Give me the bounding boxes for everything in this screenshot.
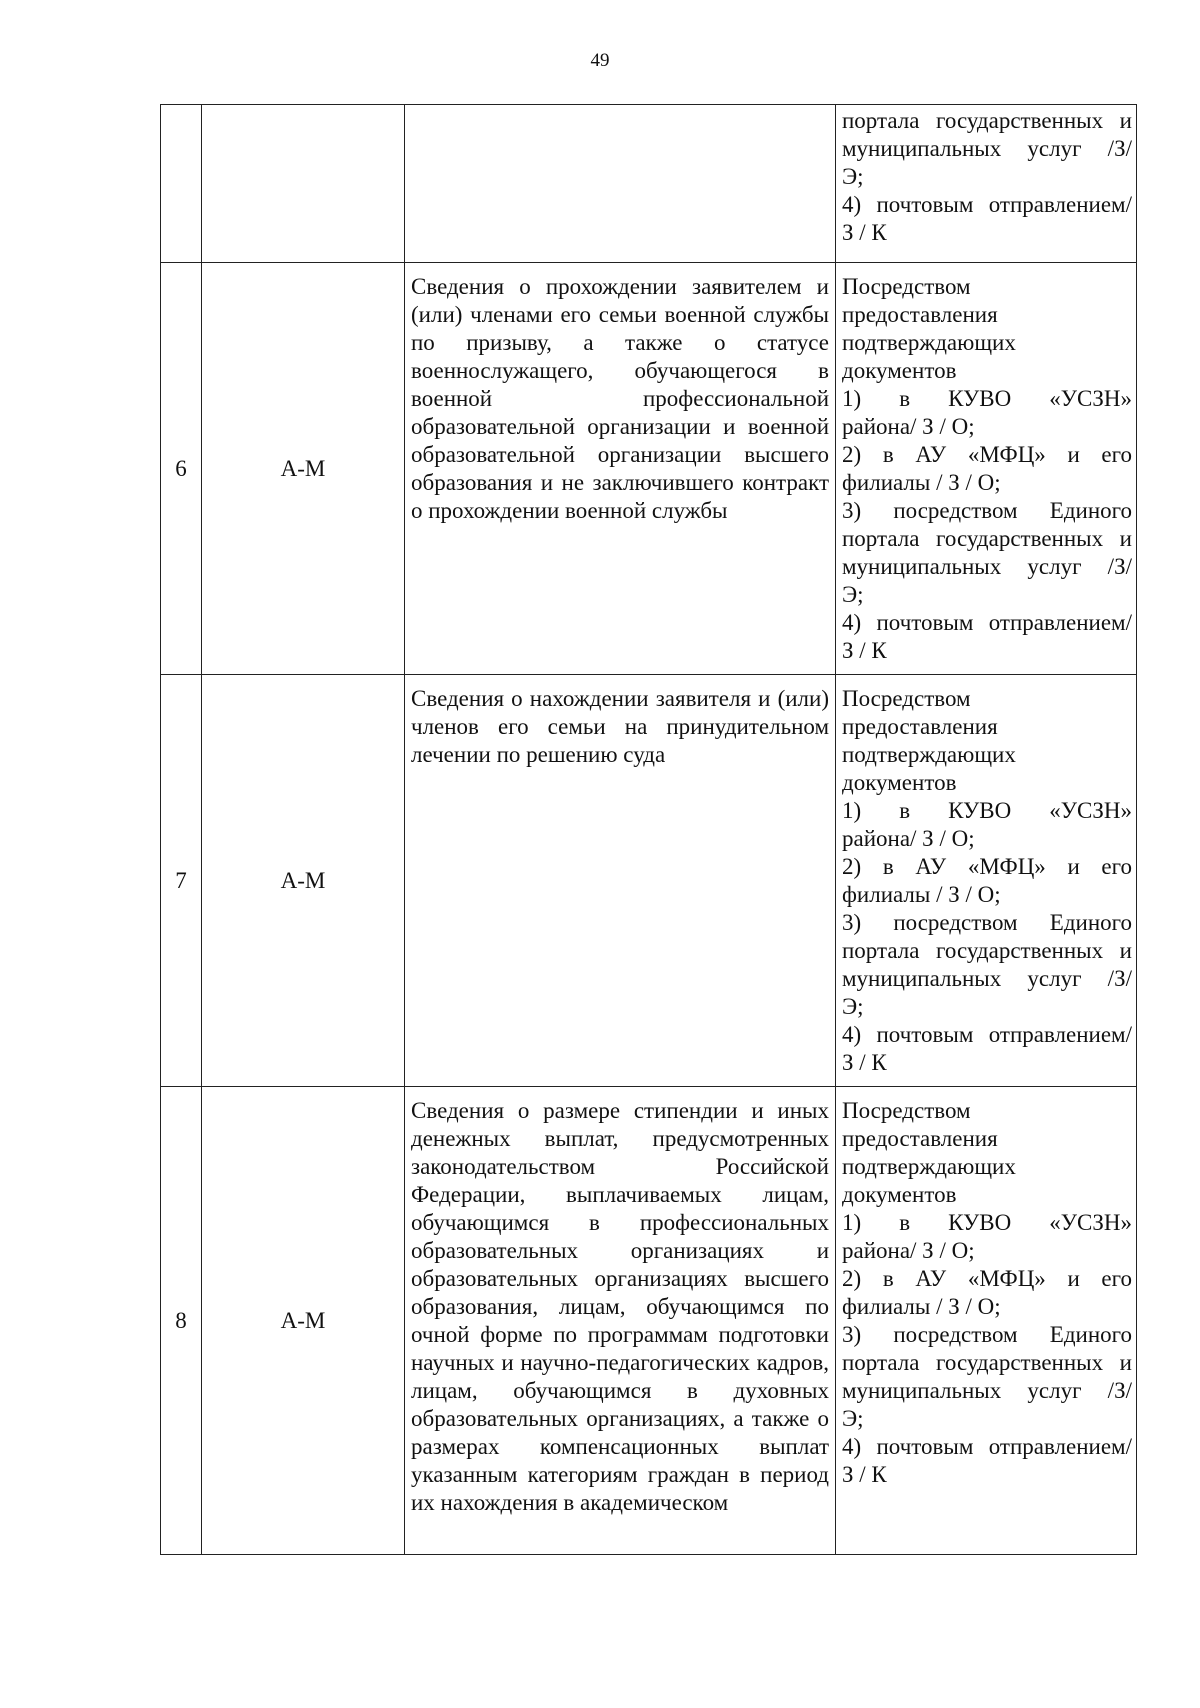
way-line: З / К — [842, 1462, 887, 1487]
description-text: Сведения о прохождении заявителем и (или) членами его семьи военной службы по призыву, а также о статусе военнослужащего, обучающегося в военной профессиональной образовательной организации и военной образовательной организации высшего образования и не заключившего контракт о прохождении военной службы — [411, 274, 829, 523]
way-line: предоставления — [842, 714, 998, 739]
way-line: документов — [842, 770, 957, 795]
row-description — [405, 105, 836, 263]
way-line: Э; — [842, 164, 864, 189]
table-row — [161, 1087, 1137, 1555]
way-line: района/ З / О; — [842, 1238, 975, 1263]
way-line: 4) почтовым отправлением/ — [842, 192, 1132, 217]
page-number: 49 — [590, 50, 610, 71]
row-code: А-М — [202, 675, 405, 1087]
row-code — [202, 105, 405, 263]
way-line: муниципальных услуг /З/ — [842, 1378, 1132, 1403]
row-description — [405, 263, 836, 675]
row-ways — [836, 1087, 1137, 1555]
way-line: предоставления — [842, 1126, 998, 1151]
row-number: 7 — [161, 675, 202, 1087]
way-line: 1) в КУВО «УСЗН» — [842, 1210, 1132, 1235]
way-line: 4) почтовым отправлением/ — [842, 1434, 1132, 1459]
way-line: 1) в КУВО «УСЗН» — [842, 798, 1132, 823]
way-line: района/ З / О; — [842, 414, 975, 439]
way-line: филиалы / З / О; — [842, 1294, 1001, 1319]
way-line: 4) почтовым отправлением/ — [842, 610, 1132, 635]
way-line: филиалы / З / О; — [842, 470, 1001, 495]
table-row — [161, 105, 1137, 263]
way-line: Посредством — [842, 1098, 971, 1123]
table-row — [161, 675, 1137, 1087]
way-line: документов — [842, 1182, 957, 1207]
row-ways — [836, 263, 1137, 675]
way-line: портала государственных и — [842, 1350, 1132, 1375]
way-line: 2) в АУ «МФЦ» и его — [842, 1266, 1132, 1291]
way-line: подтверждающих — [842, 330, 1016, 355]
way-line: портала государственных и — [842, 526, 1132, 551]
way-line: З / К — [842, 1050, 887, 1075]
row-code: А-М — [202, 1087, 405, 1555]
way-line: 2) в АУ «МФЦ» и его — [842, 442, 1132, 467]
row-code: А-М — [202, 263, 405, 675]
way-line: филиалы / З / О; — [842, 882, 1001, 907]
description-text: Сведения о размере стипендии и иных денежных выплат, предусмотренных законодательством Российской Федерации, выплачиваемых лицам, обучающимся в профессиональных образовательных организациях и образовательных организациях высшего образования, лицам, обучающимся по очной форме по программам подготовки научных и научно-педагогических кадров, лицам, обучающимся в духовных образовательных организациях, а также о размерах компенсационных выплат указанным категориям граждан в период их нахождения в академическом — [411, 1098, 829, 1515]
way-line: 2) в АУ «МФЦ» и его — [842, 854, 1132, 879]
way-line: портала государственных и — [842, 938, 1132, 963]
row-description — [405, 675, 836, 1087]
way-line: Посредством — [842, 686, 971, 711]
way-line: подтверждающих — [842, 1154, 1016, 1179]
table-body — [161, 105, 1137, 1555]
way-line: 3) посредством Единого — [842, 910, 1132, 935]
row-description — [405, 1087, 836, 1555]
way-line: Э; — [842, 582, 864, 607]
description-text: Сведения о нахождении заявителя и (или) членов его семьи на принудительном лечении по решению суда — [411, 686, 829, 767]
way-line: портала государственных и — [842, 108, 1132, 133]
way-line: 4) почтовым отправлением/ — [842, 1022, 1132, 1047]
way-line: З / К — [842, 638, 887, 663]
way-line: района/ З / О; — [842, 826, 975, 851]
way-line: 3) посредством Единого — [842, 1322, 1132, 1347]
way-line: Посредством — [842, 274, 971, 299]
way-line: документов — [842, 358, 957, 383]
table-row — [161, 263, 1137, 675]
way-line: Э; — [842, 1406, 864, 1431]
way-line: муниципальных услуг /З/ — [842, 966, 1132, 991]
way-line: Э; — [842, 994, 864, 1019]
row-number — [161, 105, 202, 263]
services-table — [160, 104, 1137, 1555]
way-line: муниципальных услуг /З/ — [842, 136, 1132, 161]
way-line: 3) посредством Единого — [842, 498, 1132, 523]
row-ways — [836, 675, 1137, 1087]
row-ways — [836, 105, 1137, 263]
way-line: подтверждающих — [842, 742, 1016, 767]
way-line: муниципальных услуг /З/ — [842, 554, 1132, 579]
way-line: 1) в КУВО «УСЗН» — [842, 386, 1132, 411]
way-line: З / К — [842, 220, 887, 245]
way-line: предоставления — [842, 302, 998, 327]
row-number: 6 — [161, 263, 202, 675]
row-number: 8 — [161, 1087, 202, 1555]
